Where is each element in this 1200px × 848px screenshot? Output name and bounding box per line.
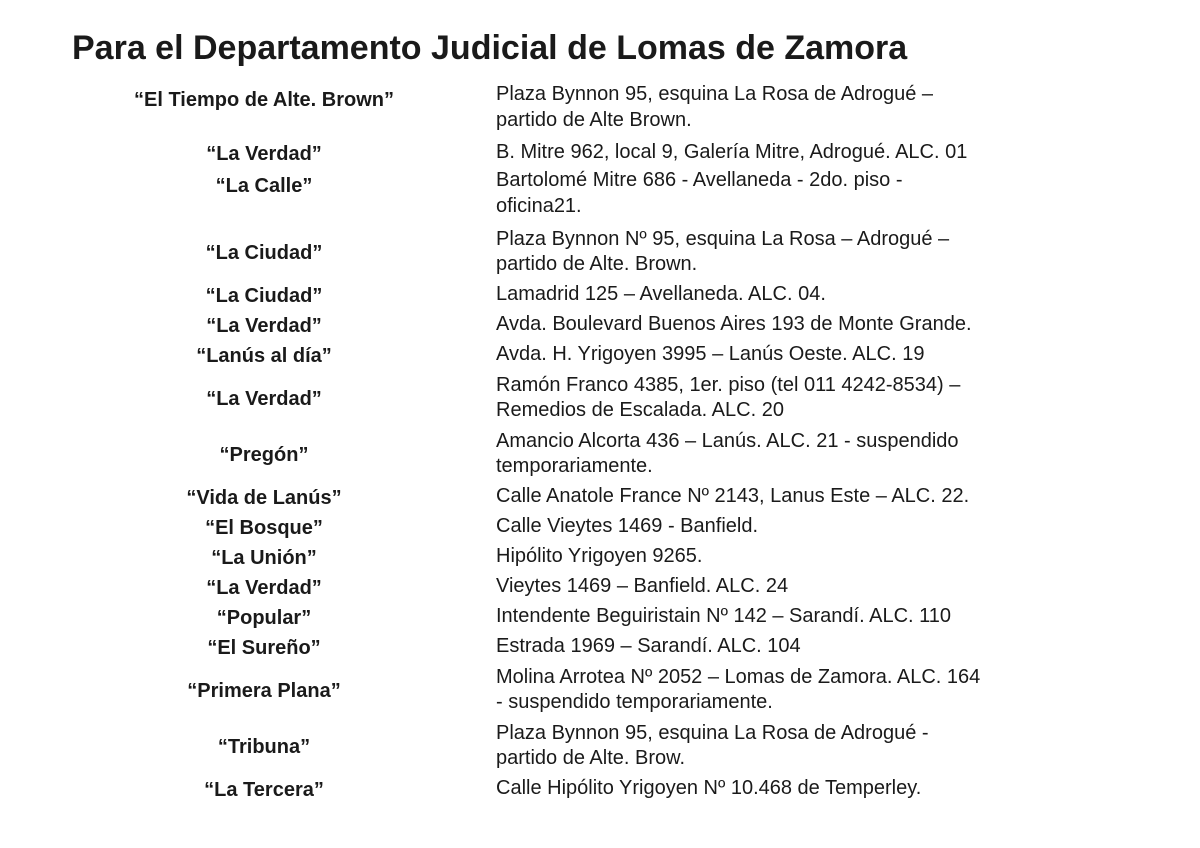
newspaper-name: “Pregón”: [219, 444, 309, 466]
list-item: [0, 280, 1200, 310]
newspaper-name: “Popular”: [216, 607, 312, 629]
list-item: [0, 426, 1200, 482]
address-line: Hipólito Yrigoyen 9265.: [496, 545, 703, 568]
address-line: oficina21.: [496, 194, 582, 217]
address-line: partido de Alte. Brow.: [496, 747, 686, 769]
address-line: Molina Arrotea Nº 2052 – Lomas de Zamora. ALC. 164: [496, 665, 981, 688]
address-line: B. Mitre 962, local 9, Galería Mitre, Adrogué. ALC. 01: [496, 141, 968, 164]
list-item: [0, 138, 1200, 168]
newspaper-address: [496, 514, 1056, 540]
address-line: partido de Alte. Brown.: [496, 253, 698, 275]
newspaper-name: “La Verdad”: [206, 388, 322, 410]
list-item: [0, 572, 1200, 602]
address-line: Avda. Boulevard Buenos Aires 193 de Monte Grande.: [496, 313, 972, 336]
list-item: [0, 168, 1200, 224]
address-line: Remedios de Escalada. ALC. 20: [496, 399, 784, 421]
newspaper-name: “La Tercera”: [204, 779, 324, 801]
address-line: Avda. H. Yrigoyen 3995 – Lanús Oeste. ALC. 19: [496, 343, 925, 366]
list-item: [0, 310, 1200, 340]
newspaper-address: [496, 168, 1056, 219]
list-item: [0, 224, 1200, 280]
address-line: Estrada 1969 – Sarandí. ALC. 104: [496, 635, 801, 658]
address-line: Lamadrid 125 – Avellaneda. ALC. 04.: [496, 283, 826, 306]
list-item: [0, 542, 1200, 572]
newspaper-address: [496, 342, 1056, 368]
newspaper-list: [0, 82, 1200, 804]
newspaper-address: [496, 574, 1056, 600]
address-line: Intendente Beguiristain Nº 142 – Sarandí. ALC. 110: [496, 605, 952, 628]
newspaper-name: “La Calle”: [215, 175, 313, 197]
newspaper-name: “Primera Plana”: [187, 680, 341, 702]
newspaper-name: “El Bosque”: [205, 517, 323, 539]
newspaper-address: [496, 484, 1056, 510]
newspaper-address: [496, 721, 1056, 772]
newspaper-address: [496, 312, 1056, 338]
list-item: [0, 82, 1200, 138]
newspaper-address: [496, 604, 1056, 630]
newspaper-name: “El Tiempo de Alte. Brown”: [133, 89, 395, 111]
address-line: partido de Alte Brown.: [496, 108, 692, 131]
document-title: Para el Departamento Judicial de Lomas de Zamora: [72, 29, 908, 67]
address-line: - suspendido temporariamente.: [496, 691, 773, 713]
newspaper-name: “Tribuna”: [217, 736, 311, 758]
address-line: Vieytes 1469 – Banfield. ALC. 24: [496, 575, 789, 598]
newspaper-address: [496, 282, 1056, 308]
newspaper-name: “Lanús al día”: [196, 345, 332, 367]
list-item: [0, 340, 1200, 370]
address-line: temporariamente.: [496, 455, 653, 477]
newspaper-address: [496, 776, 1056, 802]
address-line: Calle Anatole France Nº 2143, Lanus Este – ALC. 22.: [496, 485, 970, 508]
list-item: [0, 632, 1200, 662]
address-line: Calle Hipólito Yrigoyen Nº 10.468 de Temperley.: [496, 777, 922, 800]
address-line: Amancio Alcorta 436 – Lanús. ALC. 21 - suspendido: [496, 429, 959, 452]
newspaper-name: “La Ciudad”: [205, 242, 323, 264]
newspaper-name: “El Sureño”: [207, 637, 321, 659]
address-line: Plaza Bynnon 95, esquina La Rosa de Adrogué –: [496, 83, 933, 105]
list-item: [0, 774, 1200, 804]
list-item: [0, 512, 1200, 542]
newspaper-name: “La Unión”: [211, 547, 317, 569]
list-item: [0, 718, 1200, 774]
newspaper-name: “La Verdad”: [206, 315, 322, 337]
newspaper-address: [496, 82, 1056, 133]
newspaper-name: “La Verdad”: [206, 143, 322, 165]
address-line: Plaza Bynnon 95, esquina La Rosa de Adrogué -: [496, 721, 929, 744]
newspaper-name: “La Ciudad”: [205, 285, 323, 307]
newspaper-address: [496, 544, 1056, 570]
address-line: Ramón Franco 4385, 1er. piso (tel 011 4242-8534) –: [496, 373, 961, 396]
newspaper-address: [496, 227, 1056, 278]
list-item: [0, 602, 1200, 632]
address-line: Calle Vieytes 1469 - Banfield.: [496, 515, 759, 538]
newspaper-address: [496, 140, 1056, 166]
newspaper-name: “Vida de Lanús”: [186, 487, 342, 509]
newspaper-address: [496, 429, 1056, 480]
newspaper-address: [496, 665, 1056, 716]
address-line: Bartolomé Mitre 686 - Avellaneda - 2do. piso -: [496, 169, 903, 191]
list-item: [0, 482, 1200, 512]
address-line: Plaza Bynnon Nº 95, esquina La Rosa – Adrogué –: [496, 227, 950, 250]
newspaper-address: [496, 373, 1056, 424]
list-item: [0, 370, 1200, 426]
newspaper-address: [496, 634, 1056, 660]
newspaper-name: “La Verdad”: [206, 577, 322, 599]
list-item: [0, 662, 1200, 718]
